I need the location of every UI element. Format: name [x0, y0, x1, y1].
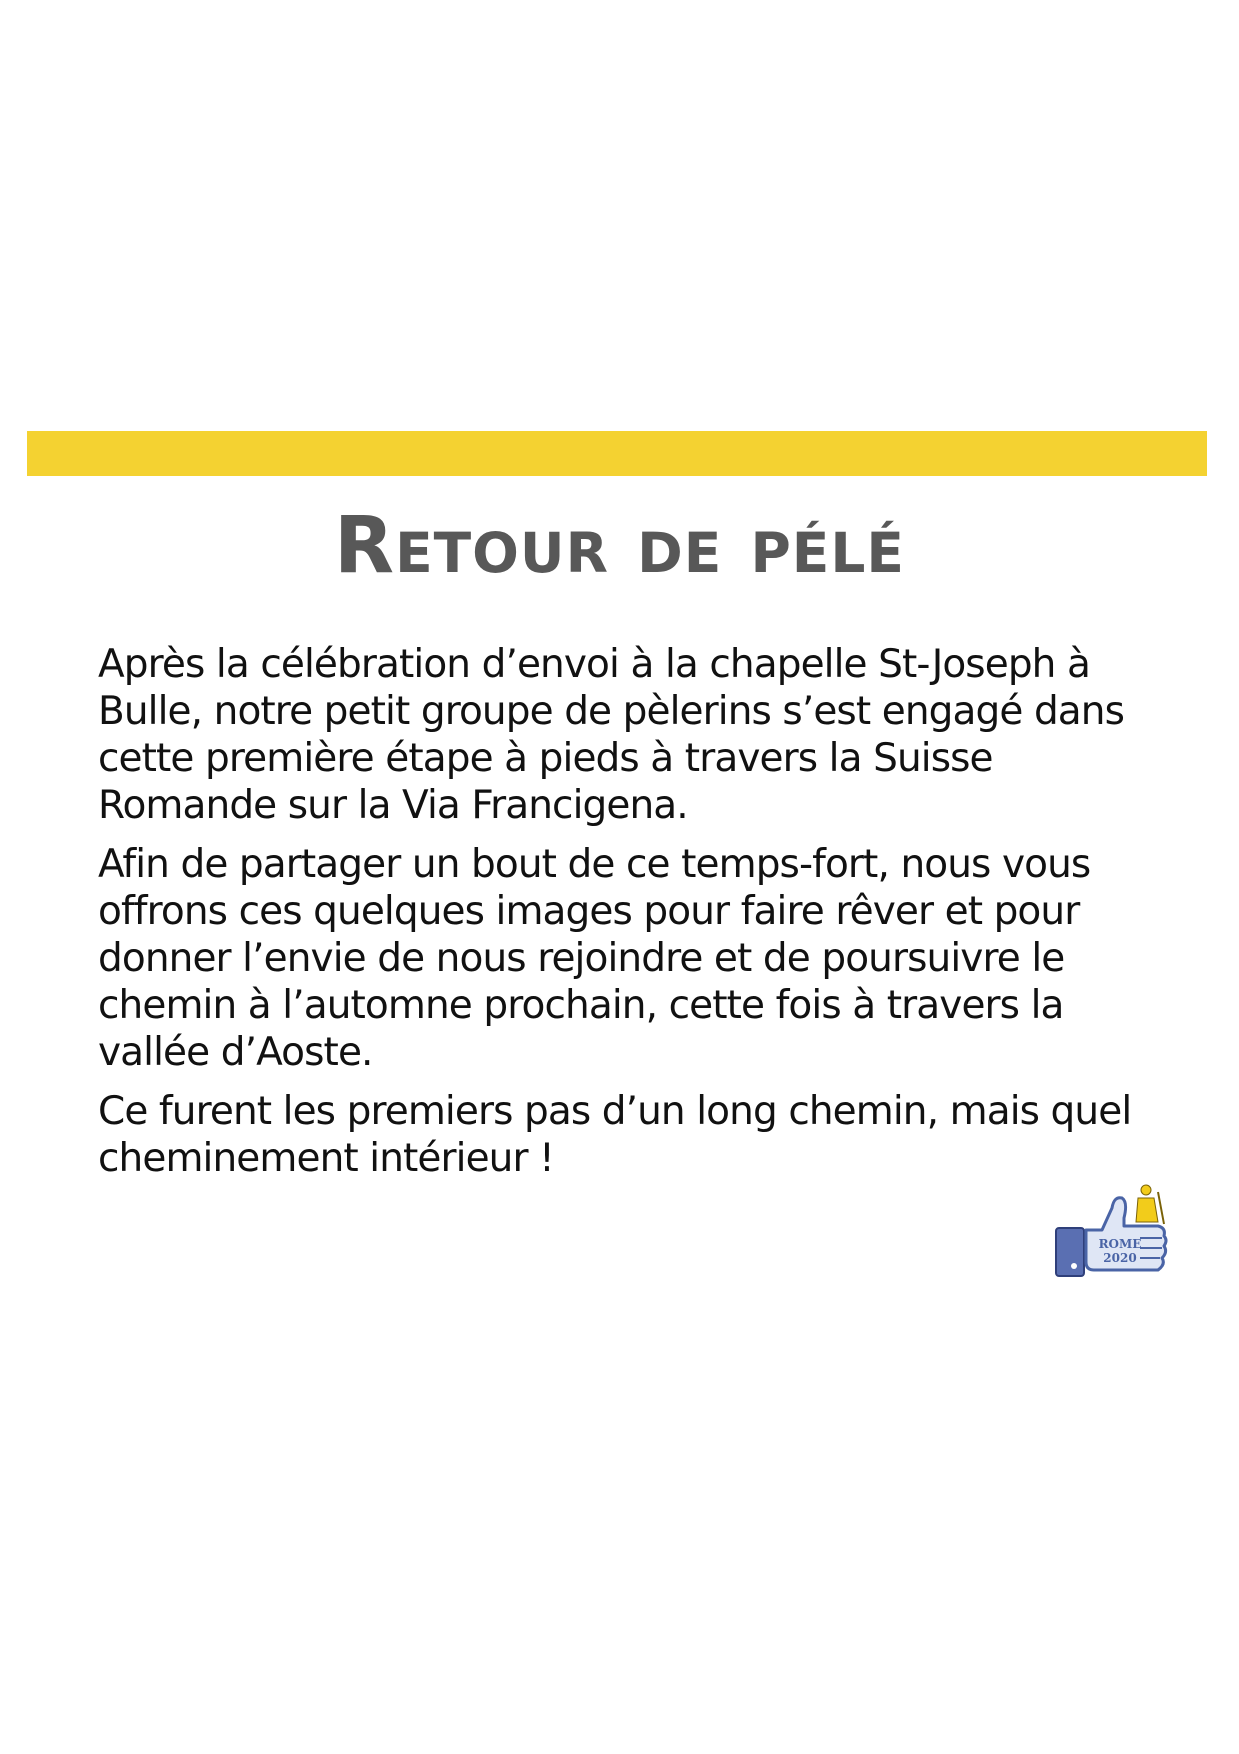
paragraph: Après la célébration d’envoi à la chapelle St-Joseph à Bulle, notre petit groupe de pèlerins s’est engagé dans cette première étape à pieds à travers la Suisse Romande sur la Via Francigena.	[98, 642, 1125, 828]
thumbs-up-pilgrim-icon	[1054, 1178, 1174, 1280]
paragraph: Ce furent les premiers pas d’un long chemin, mais quel cheminement intérieur !	[98, 1089, 1132, 1181]
yellow-header-band	[27, 431, 1207, 476]
page-title: Retour de pélé	[334, 501, 905, 591]
logo-line-1: ROME	[1098, 1237, 1142, 1251]
article-body	[98, 641, 1178, 1194]
rome-2020-logo	[1054, 1178, 1174, 1280]
paragraph: Afin de partager un bout de ce temps-fort, nous vous offrons ces quelques images pour faire rêver et pour donner l’envie de nous rejoindre et de poursuivre le chemin à l’automne prochain, cette fois à travers la vallée d’Aoste.	[98, 842, 1091, 1075]
logo-line-2: 2020	[1103, 1251, 1137, 1265]
